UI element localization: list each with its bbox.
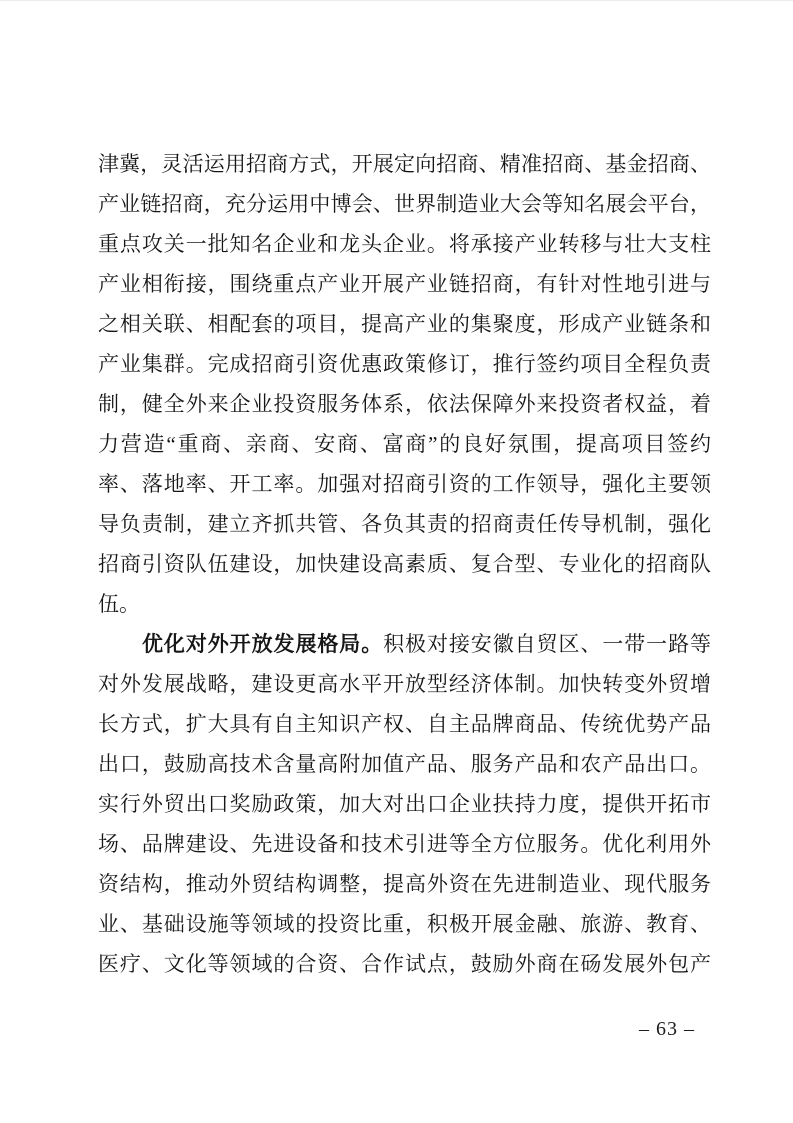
paragraph-investment-attraction [98,144,711,624]
text-line [98,304,711,344]
text-line [98,544,711,584]
text-line [98,704,711,744]
text-run: 业、基础设施等领域的投资比重，积极开展金融、旅游、教育、 [98,912,711,936]
text-run: 重点攻关一批知名企业和龙头企业。将承接产业转移与壮大支柱 [98,232,711,256]
text-line [98,784,711,824]
text-line [98,904,711,944]
text-run: 长方式，扩大具有自主知识产权、自主品牌商品、传统优势产品 [98,712,711,736]
bold-lead-run: 优化对外开放发展格局。 [142,632,384,656]
text-line [98,864,711,904]
text-run: 产业相衔接，围绕重点产业开展产业链招商，有针对性地引进与 [98,272,711,296]
text-line [98,224,711,264]
text-line [98,664,711,704]
text-run: 医疗、文化等领域的合资、合作试点，鼓励外商在砀发展外包产 [98,952,711,976]
text-line [98,184,711,224]
text-run: 导负责制，建立齐抓共管、各负其责的招商责任传导机制，强化 [98,512,711,536]
text-run: 之相关联、相配套的项目，提高产业的集聚度，形成产业链条和 [98,312,711,336]
text-run: 招商引资队伍建设，加快建设高素质、复合型、专业化的招商队 [98,552,711,576]
text-line [98,344,711,384]
text-run: 力营造“重商、亲商、安商、富商”的良好氛围，提高项目签约 [98,432,711,456]
text-line [98,744,711,784]
text-line [98,504,711,544]
text-run: 伍。 [98,592,140,616]
text-line [98,424,711,464]
text-run: 实行外贸出口奖励政策，加大对出口企业扶持力度，提供开拓市 [98,792,711,816]
text-run: 产业链招商，充分运用中博会、世界制造业大会等知名展会平台， [98,192,711,216]
text-line [98,144,711,184]
text-line [98,944,711,984]
paragraph-opening-up-pattern [98,624,711,984]
text-run: 产业集群。完成招商引资优惠政策修订，推行签约项目全程负责 [98,352,711,376]
text-run: 津冀，灵活运用招商方式，开展定向招商、精准招商、基金招商、 [98,152,711,176]
text-line [98,624,711,664]
text-run: 积极对接安徽自贸区、一带一路等 [383,632,712,656]
text-line [98,584,711,624]
text-run: 资结构，推动外贸结构调整，提高外资在先进制造业、现代服务 [98,872,711,896]
text-line [98,464,711,504]
document-body [98,144,711,984]
text-run: 出口，鼓励高技术含量高附加值产品、服务产品和农产品出口。 [98,752,711,776]
text-run: 场、品牌建设、先进设备和技术引进等全方位服务。优化利用外 [98,832,711,856]
text-line [98,264,711,304]
text-run: 制，健全外来企业投资服务体系，依法保障外来投资者权益，着 [98,392,711,416]
page-number: – 63 – [639,1018,695,1040]
text-line [98,384,711,424]
text-line [98,824,711,864]
text-run: 率、落地率、开工率。加强对招商引资的工作领导，强化主要领 [98,472,711,496]
text-run: 对外发展战略，建设更高水平开放型经济体制。加快转变外贸增 [98,672,711,696]
